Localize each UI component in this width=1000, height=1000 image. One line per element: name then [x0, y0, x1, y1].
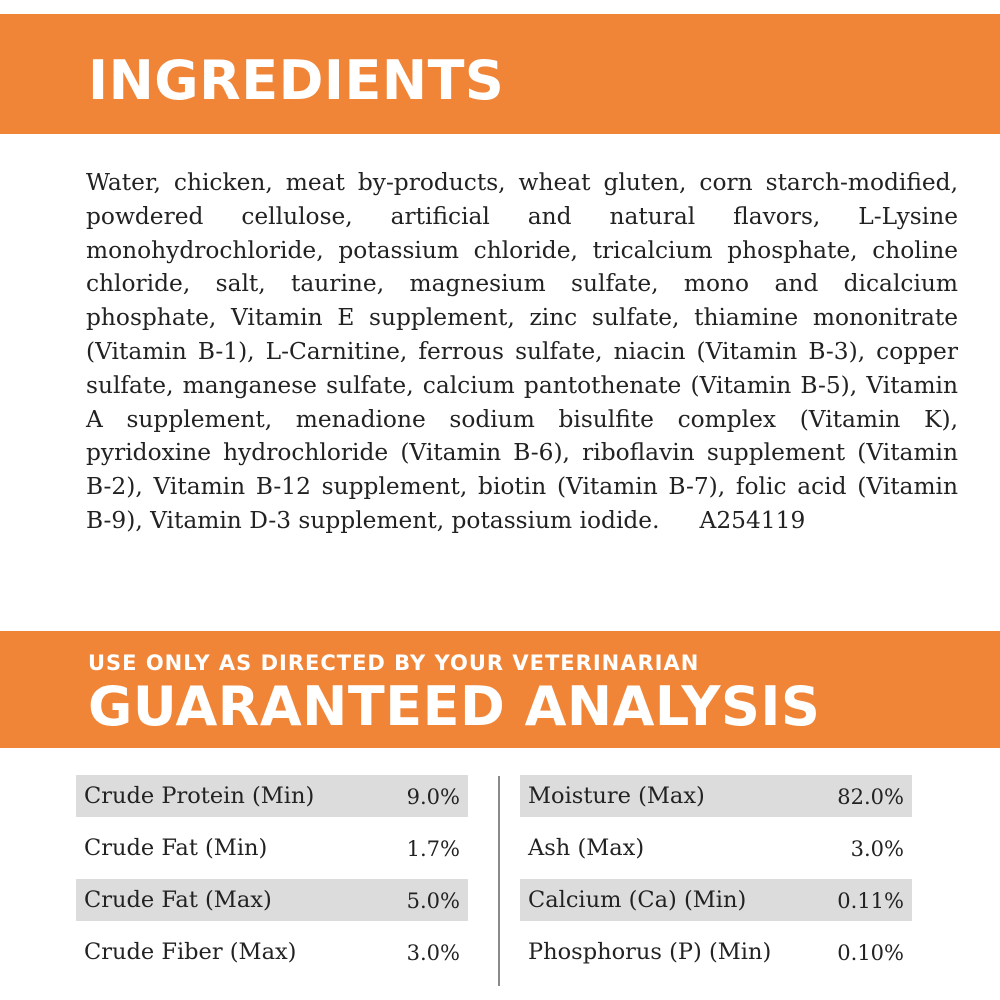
analysis-column-right: [520, 775, 912, 983]
analysis-row: [76, 931, 468, 973]
analysis-value: 3.0%: [850, 837, 904, 861]
analysis-row: [76, 775, 468, 817]
analysis-label: Crude Protein (Min): [84, 783, 315, 809]
analysis-row: [520, 931, 912, 973]
analysis-value: 82.0%: [837, 785, 904, 809]
analysis-row: [520, 775, 912, 817]
analysis-row: [76, 827, 468, 869]
analysis-row: [520, 827, 912, 869]
analysis-subtitle: USE ONLY AS DIRECTED BY YOUR VETERINARIAN: [88, 651, 700, 675]
analysis-row: [520, 879, 912, 921]
ingredients-title: INGREDIENTS: [88, 49, 505, 112]
analysis-row: [76, 879, 468, 921]
analysis-value: 3.0%: [406, 941, 460, 965]
analysis-value: 9.0%: [406, 785, 460, 809]
analysis-label: Calcium (Ca) (Min): [528, 887, 747, 913]
analysis-label: Moisture (Max): [528, 783, 705, 809]
analysis-column-left: [76, 775, 468, 983]
analysis-header-band: [0, 631, 1000, 748]
analysis-label: Ash (Max): [528, 835, 645, 861]
ingredients-list: [86, 166, 958, 538]
analysis-value: 1.7%: [406, 837, 460, 861]
analysis-value: 5.0%: [406, 889, 460, 913]
product-code: A254119: [699, 506, 806, 534]
ingredients-header-band: [0, 14, 1000, 134]
column-divider: [498, 776, 500, 986]
analysis-value: 0.10%: [837, 941, 904, 965]
analysis-title: GUARANTEED ANALYSIS: [88, 675, 821, 738]
analysis-label: Crude Fiber (Max): [84, 939, 297, 965]
analysis-label: Crude Fat (Max): [84, 887, 272, 913]
ingredients-text: Water, chicken, meat by-products, wheat gluten, corn starch-modified, powdered cellulose, artificial and natural flavors, L-Lysine monohydrochloride, potassium chloride, tricalcium phosphate, choline chloride, salt, taurine, magnesium sulfate, mono and dicalcium phosphate, Vitamin E supplement, zinc sulfate, thiamine mononitrate (Vitamin B-1), L-Carnitine, ferrous sulfate, niacin (Vitamin B-3), copper sulfate, manganese sulfate, calcium pantothenate (Vitamin B-5), Vitamin A supplement, menadione sodium bisulfite complex (Vitamin K), pyridoxine hydrochloride (Vitamin B-6), riboflavin supplement (Vitamin B-2), Vitamin B-12 supplement, biotin (Vitamin B-7), folic acid (Vitamin B-9), Vitamin D-3 supplement, potassium iodide.: [86, 169, 958, 534]
analysis-label: Phosphorus (P) (Min): [528, 939, 772, 965]
analysis-value: 0.11%: [837, 889, 904, 913]
analysis-label: Crude Fat (Min): [84, 835, 268, 861]
